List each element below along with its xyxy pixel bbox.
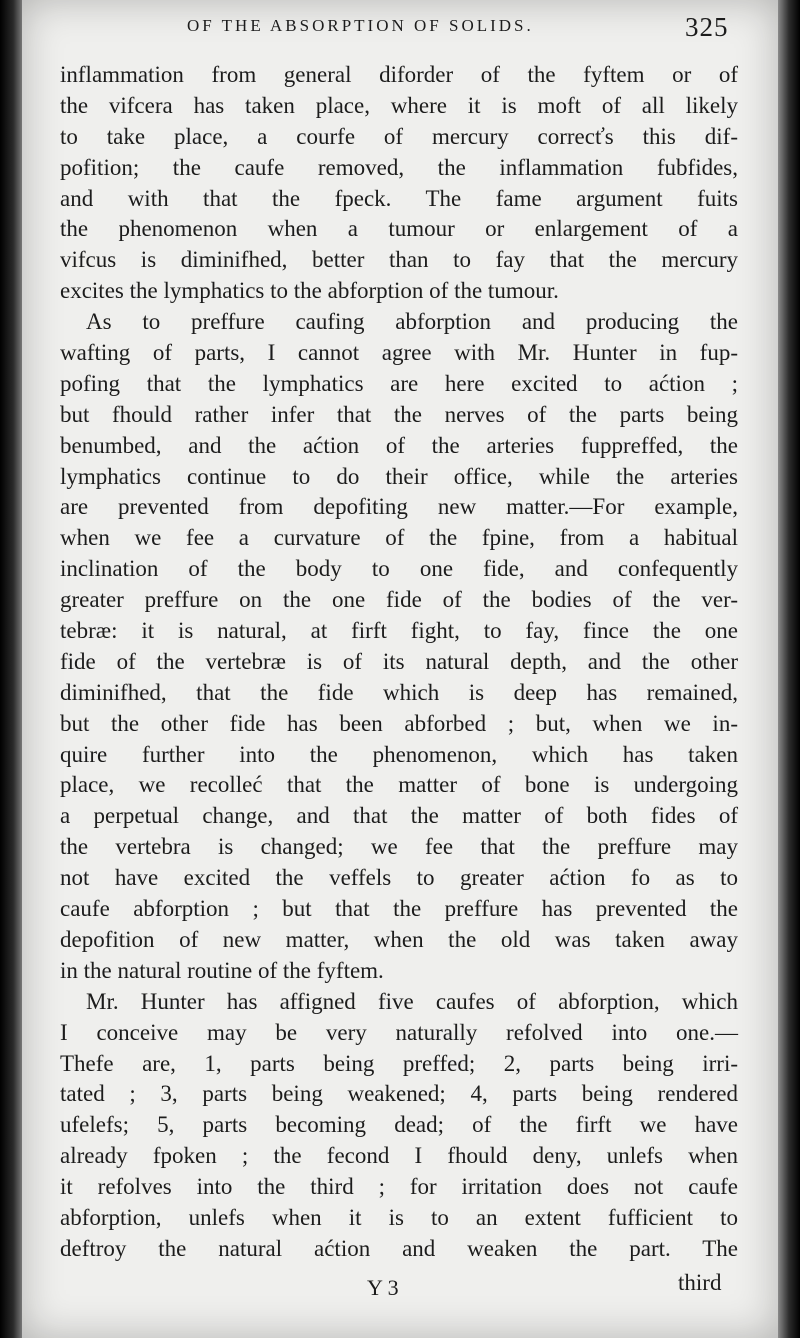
text-line: not have excited the veffels to greater aćtion fo as to — [60, 865, 738, 891]
signature-mark: Y 3 — [367, 1275, 399, 1300]
text-line: excites the lymphatics to the abforption of the tumour. — [60, 278, 559, 304]
text-line: caufe abforption ; but that the preffure has prevented the — [60, 896, 738, 922]
text-line: tated ; 3, parts being weakened; 4, parts being rendered — [60, 1081, 738, 1107]
book-page — [22, 0, 778, 1338]
book-edge-left — [0, 0, 22, 1338]
text-line: Thefe are, 1, parts being preffed; 2, parts being irri- — [60, 1050, 738, 1076]
running-head: OF THE ABSORPTION OF SOLIDS. — [187, 16, 534, 35]
text-line: abforption, unlefs when it is to an extent fufficient to — [60, 1204, 738, 1230]
text-line: are prevented from depofiting new matter.—For example, — [60, 494, 738, 520]
text-line: benumbed, and the aćtion of the arteries fuppreffed, the — [60, 432, 738, 458]
text-line: lymphatics continue to do their office, while the arteries — [60, 463, 738, 489]
text-line: greater preffure on the one fide of the bodies of the ver- — [60, 587, 738, 613]
text-line: depofition of new matter, when the old was taken away — [60, 926, 738, 952]
text-line: to take place, a courfe of mercury correcťs this dif- — [60, 123, 738, 149]
book-edge-right — [778, 0, 800, 1338]
text-line: tebræ: it is natural, at firft fight, to fay, fince the one — [60, 618, 738, 644]
text-line: quire further into the phenomenon, which has taken — [60, 741, 738, 767]
text-line: the vertebra is changed; we fee that the preffure may — [60, 834, 738, 860]
text-line: diminifhed, that the fide which is deep has remained, — [60, 679, 738, 705]
text-line: Mr. Hunter has affigned five caufes of abforption, which — [86, 988, 738, 1014]
text-line: deftroy the natural aćtion and weaken the part. The — [60, 1235, 738, 1261]
text-line: already fpoken ; the fecond I fhould deny, unlefs when — [60, 1143, 738, 1169]
text-line: I conceive may be very naturally refolved into one.— — [60, 1019, 738, 1045]
text-line: the phenomenon when a tumour or enlargement of a — [60, 216, 738, 242]
text-line: it refolves into the third ; for irritation does not caufe — [60, 1174, 738, 1200]
text-line: a perpetual change, and that the matter of both fides of — [60, 803, 738, 829]
text-line: place, we recolleć that the matter of bone is undergoing — [60, 772, 738, 798]
text-line: ufelefs; 5, parts becoming dead; of the firft we have — [60, 1112, 738, 1138]
page-number: 325 — [685, 12, 729, 42]
text-line: inclination of the body to one fide, and confequently — [60, 556, 738, 582]
text-line: but the other fide has been abforbed ; but, when we in- — [60, 710, 738, 736]
text-line: inflammation from general diforder of the fyftem or of — [60, 62, 738, 87]
text-line: when we fee a curvature of the fpine, from a habitual — [60, 525, 738, 551]
text-line: fide of the vertebræ is of its natural depth, and the other — [60, 648, 738, 674]
text-line: vifcus is diminifhed, better than to fay that the mercury — [60, 247, 738, 273]
text-line: and with that the fpeck. The fame argument fuits — [60, 185, 738, 211]
text-line: but fhould rather infer that the nerves of the parts being — [60, 401, 738, 427]
text-line: in the natural routine of the fyftem. — [60, 957, 384, 983]
body-text — [60, 60, 738, 1265]
text-line: the vifcera has taken place, where it is moft of all likely — [60, 92, 738, 118]
catchword: third — [678, 1270, 722, 1295]
text-line: pofition; the caufe removed, the inflammation fubfides, — [60, 154, 738, 180]
text-line: As to preffure caufing abforption and producing the — [86, 309, 738, 335]
text-line: wafting of parts, I cannot agree with Mr. Hunter in fup- — [60, 340, 738, 366]
text-line: pofing that the lymphatics are here excited to aćtion ; — [60, 370, 738, 396]
